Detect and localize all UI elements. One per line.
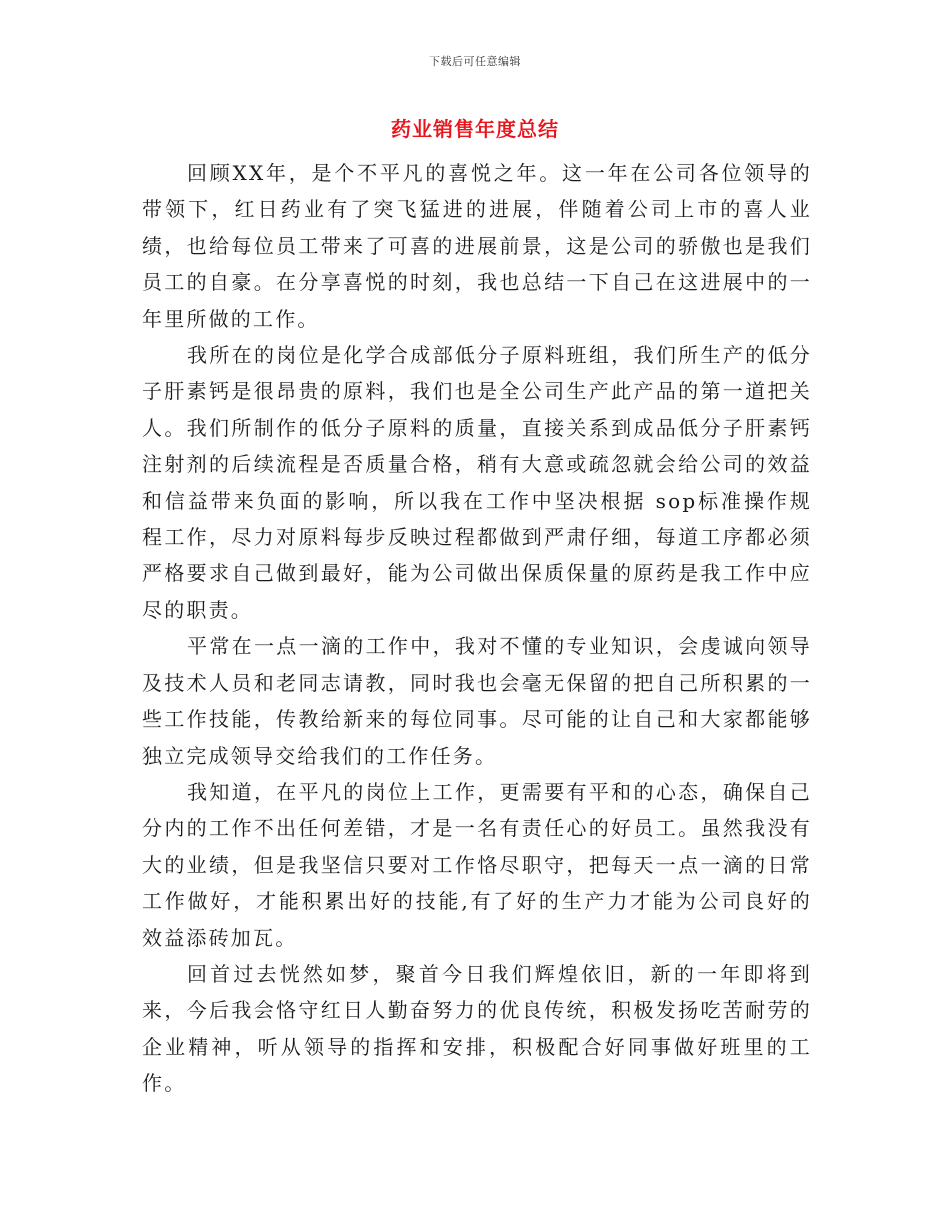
- paragraph-learning: 平常在一点一滴的工作中，我对不懂的专业知识，会虔诚向领导及技术人员和老同志请教，同时我也会毫无保留的把自己所积累的一些工作技能，传教给新来的每位同事。尽可能的让自己和大家都能够独立完成领导交给我们的工作任务。: [142, 634, 812, 768]
- paragraph-outlook: 回首过去恍然如梦，聚首今日我们辉煌依旧，新的一年即将到来，今后我会恪守红日人勤奋努力的优良传统，积极发扬吃苦耐劳的企业精神，听从领导的指挥和安排，积极配合好同事做好班里的工作。: [142, 961, 812, 1096]
- document-title: 药业销售年度总结: [391, 117, 559, 141]
- paragraph-review: 回顾XX年，是个不平凡的喜悦之年。这一年在公司各位领导的带领下，红日药业有了突飞猛进的进展，伴随着公司上市的喜人业绩，也给每位员工带来了可喜的进展前景，这是公司的骄傲也是我们员工的自豪。在分享喜悦的时刻，我也总结一下自己在这进展中的一年里所做的工作。: [142, 161, 812, 331]
- paragraph-position: 我所在的岗位是化学合成部低分子原料班组，我们所生产的低分子肝素钙是很昂贵的原料，我们也是全公司生产此产品的第一道把关人。我们所制作的低分子原料的质量，直接关系到成品低分子肝素钙注射剂的后续流程是否质量合格，稍有大意或疏忽就会给公司的效益和信益带来负面的影响，所以我在工作中坚决根据 sop标准操作规程工作，尽力对原料每步反映过程都做到严肃仔细，每道工序都必须严格要求自己做到最好，能为公司做出保质保量的原药是我工作中应尽的职责。: [142, 343, 812, 622]
- document-body: [142, 155, 812, 1102]
- paragraph-attitude: 我知道，在平凡的岗位上工作，更需要有平和的心态，确保自己分内的工作不出任何差错，才是一名有责任心的好员工。虽然我没有大的业绩，但是我坚信只要对工作恪尽职守，把每天一点一滴的日常工作做好，才能积累出好的技能,有了好的生产力才能为公司良好的效益添砖加瓦。: [142, 779, 812, 950]
- header-note: 下载后可任意编辑: [429, 55, 521, 68]
